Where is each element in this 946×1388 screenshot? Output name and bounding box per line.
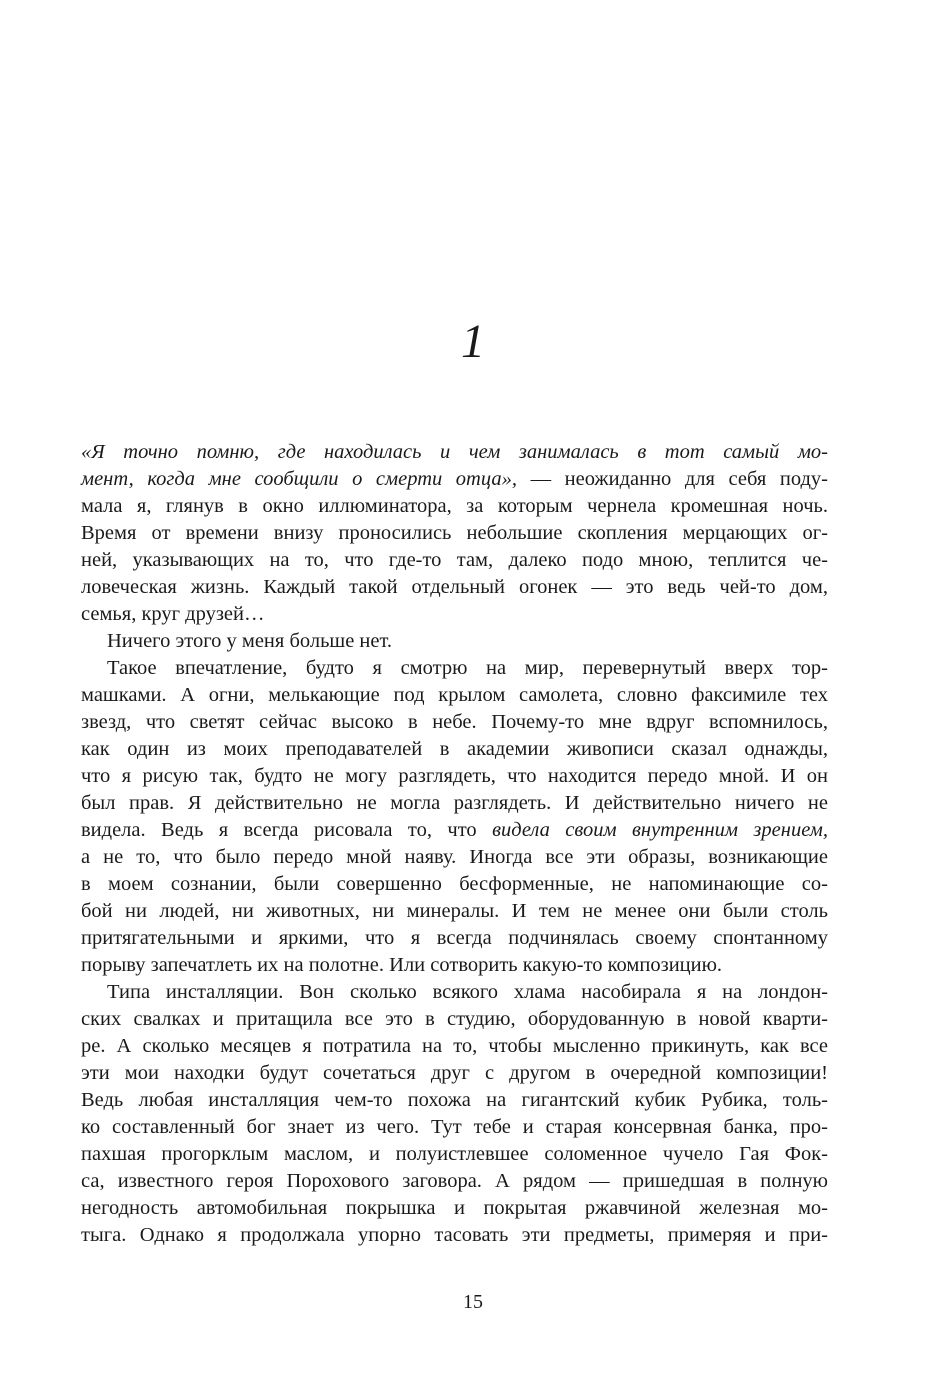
text-line bbox=[81, 1168, 828, 1195]
italic-text: мент, когда мне сообщили о смерти отца», bbox=[81, 468, 531, 490]
text-line bbox=[81, 466, 828, 493]
text-line bbox=[81, 601, 828, 628]
text-run: ских свалках и притащила все это в студию, оборудованную в новой кварти- bbox=[81, 1008, 828, 1030]
text-run: что я рисую так, будто не могу разглядеть, что находится передо мной. И он bbox=[81, 765, 828, 787]
text-run: видела. Ведь я всегда рисовала то, что bbox=[81, 819, 493, 841]
body-text bbox=[81, 439, 828, 1249]
text-run: ре. А сколько месяцев я потратила на то, чтобы мысленно прикинуть, как все bbox=[81, 1035, 828, 1057]
text-line bbox=[81, 709, 828, 736]
text-run: са, известного героя Порохового заговора. А рядом — пришедшая в полную bbox=[81, 1170, 828, 1192]
text-run: в моем сознании, были совершенно бесформенные, не напоминающие со- bbox=[81, 873, 828, 895]
text-line bbox=[81, 655, 828, 682]
text-line bbox=[81, 871, 828, 898]
text-line bbox=[81, 898, 828, 925]
text-line bbox=[81, 979, 828, 1006]
text-line bbox=[81, 493, 828, 520]
text-line bbox=[81, 574, 828, 601]
text-line bbox=[81, 520, 828, 547]
text-line bbox=[81, 790, 828, 817]
text-run: ней, указывающих на то, что где-то там, далеко подо мною, теплится че- bbox=[81, 549, 828, 571]
paragraph bbox=[81, 655, 828, 979]
text-run: пахшая прогорклым маслом, и полуистлевшее соломенное чучело Гая Фок- bbox=[81, 1143, 828, 1165]
text-run: эти мои находки будут сочетаться друг с другом в очередной композиции! bbox=[81, 1062, 828, 1084]
text-run: мала я, глянув в окно иллюминатора, за которым чернела кромешная ночь. bbox=[81, 495, 828, 517]
text-line bbox=[81, 1141, 828, 1168]
text-line bbox=[81, 1087, 828, 1114]
text-run: машками. А огни, мелькающие под крылом самолета, словно факсимиле тех bbox=[81, 684, 828, 706]
text-run: ко составленный бог знает из чего. Тут тебе и старая консервная банка, про- bbox=[81, 1116, 828, 1138]
paragraph bbox=[81, 439, 828, 628]
text-line bbox=[81, 736, 828, 763]
page-number: 15 bbox=[463, 1291, 483, 1313]
text-run: негодность автомобильная покрышка и покрытая ржавчиной железная мо- bbox=[81, 1197, 828, 1219]
text-line bbox=[81, 439, 828, 466]
text-run: Типа инсталляции. Вон сколько всякого хлама насобирала я на лондон- bbox=[107, 981, 828, 1003]
text-run: ловеческая жизнь. Каждый такой отдельный огонек — это ведь чей-то дом, bbox=[81, 576, 828, 598]
text-line bbox=[81, 817, 828, 844]
text-line bbox=[81, 952, 828, 979]
text-run: притягательными и яркими, что я всегда подчинялась своему спонтанному bbox=[81, 927, 828, 949]
text-run: Ведь любая инсталляция чем-то похожа на гигантский кубик Рубика, толь- bbox=[81, 1089, 828, 1111]
chapter-number: 1 bbox=[461, 315, 485, 368]
text-line bbox=[81, 1195, 828, 1222]
italic-text: «Я точно помню, где находилась и чем занималась в тот самый мо- bbox=[81, 441, 828, 463]
text-run: тыга. Однако я продолжала упорно тасовать эти предметы, примеряя и при- bbox=[81, 1224, 828, 1246]
text-run: — неожиданно для себя поду- bbox=[530, 468, 829, 490]
text-run: как один из моих преподавателей в академии живописи сказал однажды, bbox=[81, 738, 828, 760]
text-line bbox=[81, 547, 828, 574]
text-run: звезд, что светят сейчас высоко в небе. Почему-то мне вдруг вспомнилось, bbox=[81, 711, 828, 733]
text-run: семья, круг друзей… bbox=[81, 603, 265, 625]
text-run: а не то, что было передо мной наяву. Иногда все эти образы, возникающие bbox=[81, 846, 828, 868]
text-line bbox=[81, 844, 828, 871]
paragraph bbox=[81, 979, 828, 1249]
text-run: Такое впечатление, будто я смотрю на мир, перевернутый вверх тор- bbox=[107, 657, 828, 679]
italic-text: видела своим внутренним зрением, bbox=[492, 819, 828, 841]
text-line bbox=[81, 628, 828, 655]
paragraph bbox=[81, 628, 828, 655]
text-line bbox=[81, 763, 828, 790]
text-run: Ничего этого у меня больше нет. bbox=[107, 630, 393, 652]
text-line bbox=[81, 1033, 828, 1060]
text-line bbox=[81, 682, 828, 709]
text-line bbox=[81, 1222, 828, 1249]
text-line bbox=[81, 1006, 828, 1033]
text-line bbox=[81, 1060, 828, 1087]
text-line bbox=[81, 925, 828, 952]
text-run: бой ни людей, ни животных, ни минералы. И тем не менее они были столь bbox=[81, 900, 828, 922]
text-run: был прав. Я действительно не могла разглядеть. И действительно ничего не bbox=[81, 792, 828, 814]
text-line bbox=[81, 1114, 828, 1141]
text-run: порыву запечатлеть их на полотне. Или сотворить какую-то композицию. bbox=[81, 954, 723, 976]
text-run: Время от времени внизу проносились небольшие скопления мерцающих ог- bbox=[81, 522, 828, 544]
